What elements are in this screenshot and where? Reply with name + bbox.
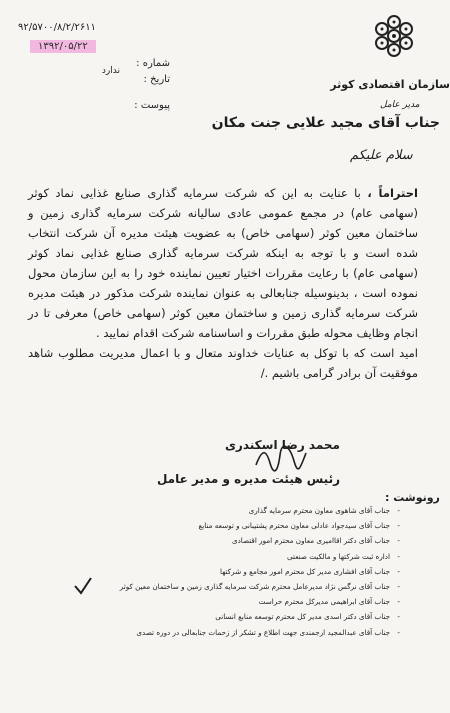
cc-item: - اداره ثبت شرکتها و مالکیت صنعتی bbox=[28, 549, 400, 564]
body-paragraph-2: امید است که با توکل به عنایات خداوند متعال و با اعمال مدیریت مطلوب شاهد موفقیت آن برادر گرامی باشیم ./ bbox=[28, 346, 418, 380]
cc-item: - جناب آقای دکتر اقاامیری معاون محترم امور اقتصادی bbox=[28, 533, 400, 548]
cc-item: - جناب آقای دکتر اسدی مدیر کل محترم توسعه منابع انسانی bbox=[28, 609, 400, 624]
cc-list bbox=[28, 503, 400, 640]
handwritten-greeting: سلام علیکم bbox=[350, 148, 413, 163]
cc-item: - جناب آقای شاهوی معاون محترم سرمایه گذاری bbox=[28, 503, 400, 518]
cc-item: - جناب آقای افشاری مدیر کل محترم امور مجامع و شرکتها bbox=[28, 564, 400, 579]
number-label: شماره : bbox=[136, 58, 170, 69]
kowsar-flower-logo-icon bbox=[368, 10, 420, 68]
letter-body bbox=[28, 183, 418, 383]
cc-item: - جناب آقای ابراهیمی مدیرکل محترم حراست bbox=[28, 594, 400, 609]
addressee: جناب آقای مجید علایی جنت مکان bbox=[211, 115, 440, 131]
opening-word: احتراماً ، bbox=[367, 186, 418, 200]
handwritten-note: مدیر عامل bbox=[380, 100, 420, 110]
organization-name: سازمان اقتصادی کوثر bbox=[330, 78, 450, 91]
cc-item: - جناب آقای نرگس نژاد مدیرعامل محترم شرکت سرمایه گذاری زمین و ساختمان معین کوثر bbox=[28, 579, 400, 594]
check-mark-icon bbox=[72, 575, 94, 597]
signer-title: رئیس هیئت مدیره و مدیر عامل bbox=[156, 472, 340, 486]
highlighted-date: ۱۳۹۲/۰۵/۲۲ bbox=[30, 40, 96, 53]
cc-item: - جناب آقای سیدجواد عادلی معاون محترم پشتیبانی و توسعه منابع bbox=[28, 518, 400, 533]
cc-item: - جناب آقای عبدالمجید ارجمندی جهت اطلاع و تشکر از زحمات جنابعالی در دوره تصدی bbox=[28, 625, 400, 640]
paragraph-1-text: با عنایت به این که شرکت سرمایه گذاری صنایع غذایی نماد کوثر (سهامی عام) در مجمع عمومی عادی سالیانه شرکت سرمایه گذاری زمین و ساختمان معین کوثر (سهامی خاص) به عضویت هیئت مدیره آن شرکت انتخاب شده است و با توجه به اینکه شرکت سرمایه گذاری صنایع غذایی نماد کوثر (سهامی عام) با رعایت مقررات اختیار تعیین نماینده خود را به این سازمان محول نموده است ، بدینوسیله جنابعالی به عنوان نماینده شرکت مذکور در هیئت مدیره شرکت سرمایه گذاری زمین و ساختمان معین کوثر (سهامی خاص) معرفی تا در انجام وظایف محوله طبق مقررات و اساسنامه شرکت اقدام نمایید . bbox=[28, 186, 418, 340]
date-value: ندارد bbox=[101, 66, 120, 76]
body-paragraph-1 bbox=[28, 183, 418, 343]
cc-title: رونوشت : bbox=[385, 491, 440, 504]
reference-number: ۹۲/۵۷۰۰/۸/۲/۲۶۱۱ bbox=[18, 22, 96, 33]
attachment-label: پیوست : bbox=[134, 100, 170, 111]
signer-name: محمد رضا اسکندری bbox=[224, 438, 340, 452]
date-label: تاریخ : bbox=[143, 74, 170, 85]
meta-block bbox=[30, 56, 170, 114]
